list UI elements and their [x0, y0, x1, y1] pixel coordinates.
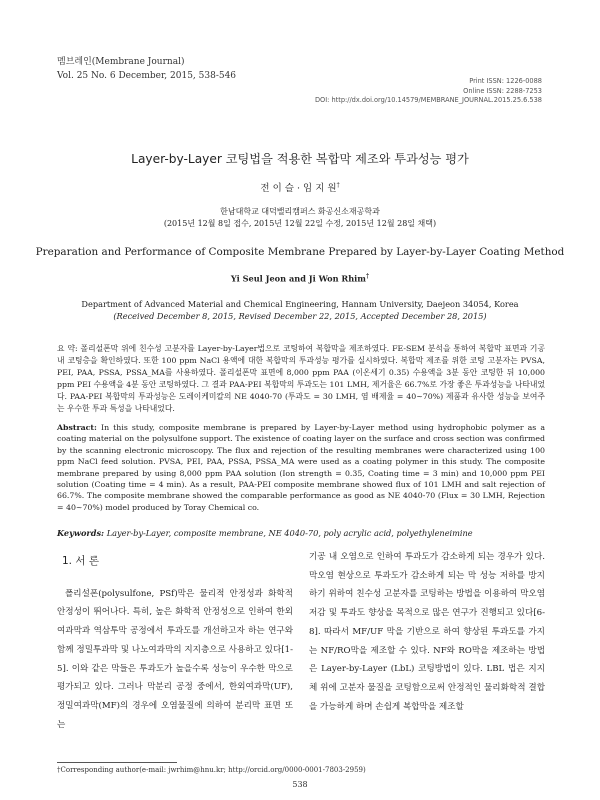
korean-authors: [0, 180, 600, 194]
online-issn: Online ISSN: 2288-7253: [463, 86, 542, 95]
doi-link[interactable]: DOI: http://dx.doi.org/10.14579/MEMBRANE_JOURNAL.2015.25.6.538: [314, 96, 542, 104]
page-number: 538: [292, 780, 308, 789]
english-dates: (Received December 8, 2015, Revised December 22, 2015, Accepted December 28, 2015): [113, 311, 487, 321]
korean-affiliation-block: [0, 206, 600, 230]
footnote: †Corresponding author(e-mail: jwrhim@hnu.kr; http://orcid.org/0000-0001-7803-2959): [57, 766, 366, 774]
journal-volume: Vol. 25 No. 6 December, 2015, 538-546: [57, 71, 237, 81]
corresponding-mark-en: †: [365, 273, 370, 280]
issn-block: [315, 77, 542, 106]
korean-title: Layer-by-Layer 코팅법을 적용한 복합막 제조와 투과성능 평가: [131, 152, 469, 166]
english-author-names: Yi Seul Jeon and Ji Won Rhim: [230, 273, 366, 284]
korean-author-names: 전 이 슬 · 임 지 원: [260, 183, 337, 194]
corresponding-mark: †: [336, 181, 340, 189]
abstract-english-text: In this study, composite membrane is prepared by Layer-by-Layer method using hydrophobic polymer as a coating material on the polysulfone support. The existence of coating layer on the surface and cross section was confirmed by the scanning electronic microscopy. The flux and rejection of the resulting membranes were characterized using 100 ppm NaCl feed solution. PVSA, PEI, PAA, PSSA, PSSA_MA were used as a coating polymer in this study. The composite membrane prepared by using 8,000 ppm PAA solution (Ion strength = 0.35, Coating time = 3 min) and 10,000 ppm PEI solution (Coating time = 4 min). As a result, PAA-PEI composite membrane showed flux of 101 LMH and salt rejection of 66.7%. The composite membrane showed the comparable performance as good as NE 4040-70 (Flux = 30 LMH, Rejection = 40~70%) model produced by Toray Chemical co.: [57, 423, 546, 512]
abstract-english-label: Abstract:: [57, 423, 97, 432]
section-heading: 1. 서 론: [62, 555, 99, 567]
abstract-english: [57, 422, 545, 513]
abstract-korean: [57, 343, 545, 415]
english-title: Preparation and Performance of Composite Membrane Prepared by Layer-by-Layer Coating Method: [35, 246, 565, 258]
keywords-label: Keywords:: [57, 528, 105, 538]
journal-header: [57, 55, 236, 83]
abstract-korean-label: 요 약:: [57, 344, 78, 353]
footnote-divider: [57, 762, 177, 763]
korean-affiliation: 한남대학교 대덕밸리캠퍼스 화공신소재공학과: [220, 207, 380, 216]
body-column-left: [57, 548, 293, 734]
body-column-right: [309, 548, 545, 716]
korean-dates: (2015년 12월 8일 접수, 2015년 12월 22일 수정, 2015년 12월 28일 채택): [163, 219, 437, 228]
body-text-right: 기공 내 오염으로 인하여 투과도가 감소하게 되는 경우가 있다. 막오염 현상으로 투과도가 감소하게 되는 막 성능 저하를 방지하기 위하여 친수성 고분자를 코팅하는 방법을 이용하여 막오염 저감 및 투과도 향상을 목적으로 많은 연구가 진행되고 있다[6-8]. 따라서 MF/UF 막을 기반으로 하여 향상된 투과도를 가지는 NF/RO막을 제조할 수 있다. NF와 RO막을 제조하는 방법은 Layer-by-Layer (LbL) 코팅방법이 있다. LBL 법은 지지체 위에 고분자 물질을 코팅함으로써 안정적인 물리화학적 결합을 가능하게 하며 손쉽게 복합막을 제조할: [309, 552, 545, 712]
print-issn: Print ISSN: 1226-0088: [469, 77, 542, 85]
keywords: [57, 528, 545, 538]
abstract-korean-text: 폴리설폰막 위에 친수성 고분자를 Layer-by-Layer법으로 코팅하여 복합막을 제조하였다. FE-SEM 분석을 통하여 복합막 표면과 기공 내 코팅층을 확인하였다. 또한 100 ppm NaCl 용액에 대한 복합막의 투과성능 평가를 실시하였다. 복합막 제조를 위한 코팅 고분자는 PVSA, PEI, PAA, PSSA, PSSA_MA를 사용하였다. 폴리설폰막 표면에 8,000 ppm PAA (이온세기 0.35) 수용액을 3분 동안 코팅한 뒤 10,000 ppm PEI 수용액을 4분 동안 코팅하였다. 그 결과 PAA-PEI 복합막의 투과도는 101 LMH, 제거율은 66.7%로 가장 좋은 투과성능을 나타내었다. PAA-PEI 복합막의 투과성능은 도레이케미칼의 NE 4040-70 (투과도 = 30 LMH, 염 배제율 = 40~70%) 제품과 유사한 성능을 보여주는 우수한 투과 특성을 나타내었다.: [57, 344, 545, 413]
keywords-text: Layer-by-Layer, composite membrane, NE 4040-70, poly acrylic acid, polyethyleneimine: [106, 528, 473, 538]
english-affiliation-block: [0, 298, 600, 322]
english-authors: [0, 273, 600, 284]
english-affiliation: Department of Advanced Material and Chemical Engineering, Hannam University, Daejeon 34054, Korea: [81, 299, 519, 309]
body-text-left: 폴리설폰(polysulfone, PSf)막은 물리적 안정성과 화학적 안정성이 뛰어나다. 특히, 높은 화학적 안정성으로 인하여 한외여과막과 역삼투막 공정에서 투과도를 개선하고자 하는 연구와 함께 정밀투과막 및 나노여과막의 지지층으로 사용하고 있다[1-5]. 이와 같은 막들은 투과도가 높을수록 성능이 우수한 막으로 평가되고 있다. 그러나 막분리 공정 중에서, 한외여과막(UF), 정밀여과막(MF)의 경우에 오염물질에 의하여 분리막 표면 또는: [57, 588, 293, 730]
journal-name: 멤브레인(Membrane Journal): [57, 57, 185, 67]
